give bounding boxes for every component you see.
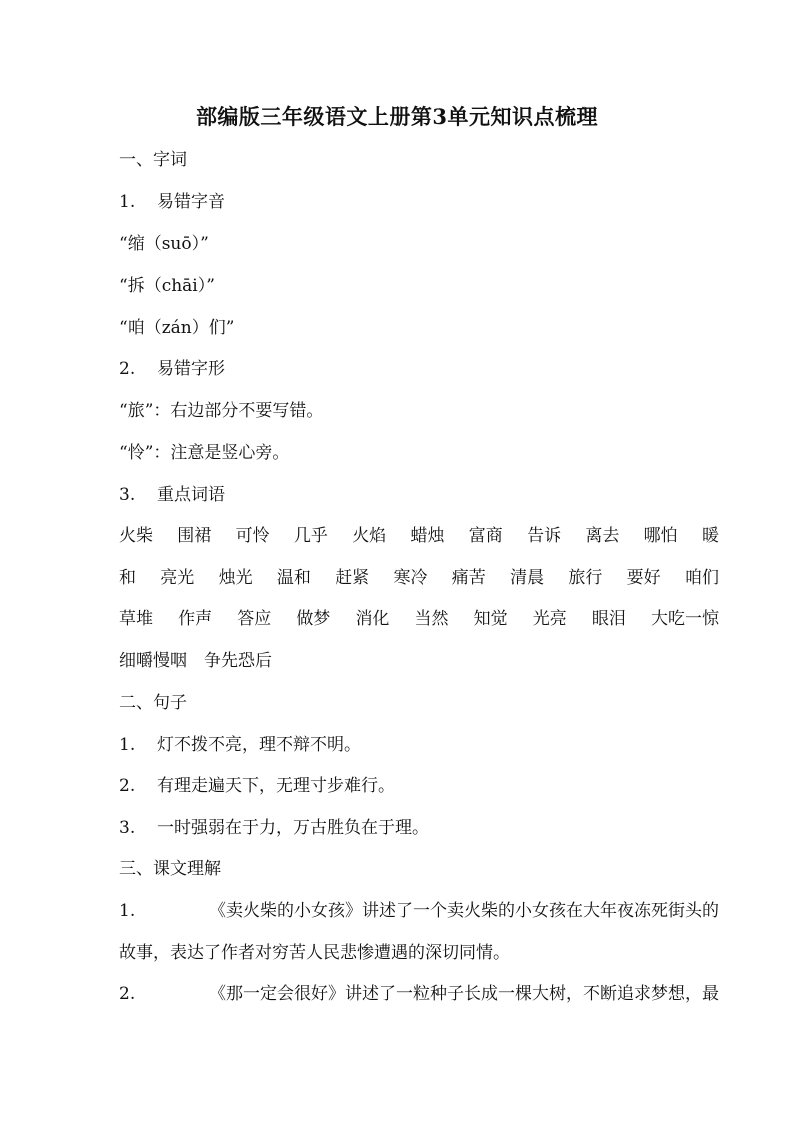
word: 细嚼慢咽 — [119, 651, 187, 671]
subheading-label: 重点词语 — [157, 485, 225, 505]
pronunciation-item: “拆（chāi）” — [119, 276, 215, 296]
pronunciation-item: “缩（suō）” — [119, 234, 209, 254]
character-form-item: “旅”：右边部分不要写错。 — [119, 401, 324, 421]
item-number: 2. — [119, 359, 136, 379]
word: 旅行 — [568, 568, 603, 588]
word: 争先恐后 — [204, 651, 272, 671]
item-number: 2. — [119, 984, 136, 1004]
sentence-item — [119, 733, 719, 757]
word: 做梦 — [296, 609, 331, 629]
sentence-text: 有理走遍天下，无理寸步难行。 — [157, 776, 395, 796]
word: 火柴 — [119, 526, 153, 546]
word: 火焰 — [352, 526, 387, 546]
word: 可怜 — [235, 526, 270, 546]
word: 烛光 — [218, 568, 253, 588]
word: 眼泪 — [591, 609, 626, 629]
word: 作声 — [178, 609, 213, 629]
word: 痛苦 — [451, 568, 486, 588]
word: 哪怕 — [643, 526, 678, 546]
sentence-item — [119, 774, 719, 798]
item-number: 1. — [119, 901, 136, 921]
item-number: 3. — [119, 485, 136, 505]
section-heading-sentences: 二、句子 — [119, 693, 187, 713]
word: 亮光 — [160, 568, 195, 588]
section-heading-text-understanding: 三、课文理解 — [119, 859, 221, 879]
word: 几乎 — [293, 526, 328, 546]
word: 离去 — [585, 526, 620, 546]
word: 告诉 — [527, 526, 562, 546]
item-number: 2. — [119, 776, 136, 796]
sentence-item — [119, 816, 719, 840]
subheading-key-words — [119, 483, 719, 507]
word: 暖 — [701, 526, 719, 546]
paragraph-line — [119, 899, 719, 923]
page-title: 部编版三年级语文上册第3单元知识点梳理 — [195, 104, 599, 129]
word: 消化 — [355, 609, 390, 629]
section-heading-words: 一、字词 — [119, 150, 187, 170]
word: 赶紧 — [335, 568, 370, 588]
word: 当然 — [414, 609, 449, 629]
word: 要好 — [626, 568, 661, 588]
word: 温和 — [276, 568, 311, 588]
word: 富商 — [468, 526, 503, 546]
word-row — [119, 607, 719, 631]
item-number: 1. — [119, 192, 136, 212]
sentence-text: 一时强弱在于力，万古胜负在于理。 — [157, 818, 429, 838]
character-form-item: “怜”：注意是竖心旁。 — [119, 443, 290, 463]
word: 和 — [119, 568, 136, 588]
word: 答应 — [237, 609, 272, 629]
item-number: 3. — [119, 818, 136, 838]
item-number: 1. — [119, 735, 136, 755]
pronunciation-item: “咱（zán）们” — [119, 318, 235, 338]
word: 知觉 — [473, 609, 508, 629]
subheading-label: 易错字音 — [157, 192, 225, 212]
word: 寒冷 — [393, 568, 428, 588]
sentence-text: 灯不拨不亮，理不辩不明。 — [157, 735, 361, 755]
word: 清晨 — [510, 568, 545, 588]
subheading-pronunciation — [119, 190, 719, 214]
word: 光亮 — [532, 609, 567, 629]
word: 蜡烛 — [410, 526, 445, 546]
subheading-character-form — [119, 357, 719, 381]
paragraph-text: 《卖火柴的小女孩》讲述了一个卖火柴的小女孩在大年夜冻死街头的 — [209, 901, 719, 921]
word-row — [119, 649, 719, 673]
word: 咱们 — [684, 568, 719, 588]
paragraph-line — [119, 982, 719, 1006]
word-row — [119, 524, 719, 548]
paragraph-line: 故事，表达了作者对穷苦人民悲惨遭遇的深切同情。 — [119, 943, 510, 963]
word: 草堆 — [119, 609, 153, 629]
word-row — [119, 566, 719, 590]
paragraph-text: 《那一定会很好》讲述了一粒种子长成一棵大树，不断追求梦想，最 — [209, 984, 719, 1004]
subheading-label: 易错字形 — [157, 359, 225, 379]
word: 围裙 — [177, 526, 212, 546]
word: 大吃一惊 — [650, 609, 719, 629]
